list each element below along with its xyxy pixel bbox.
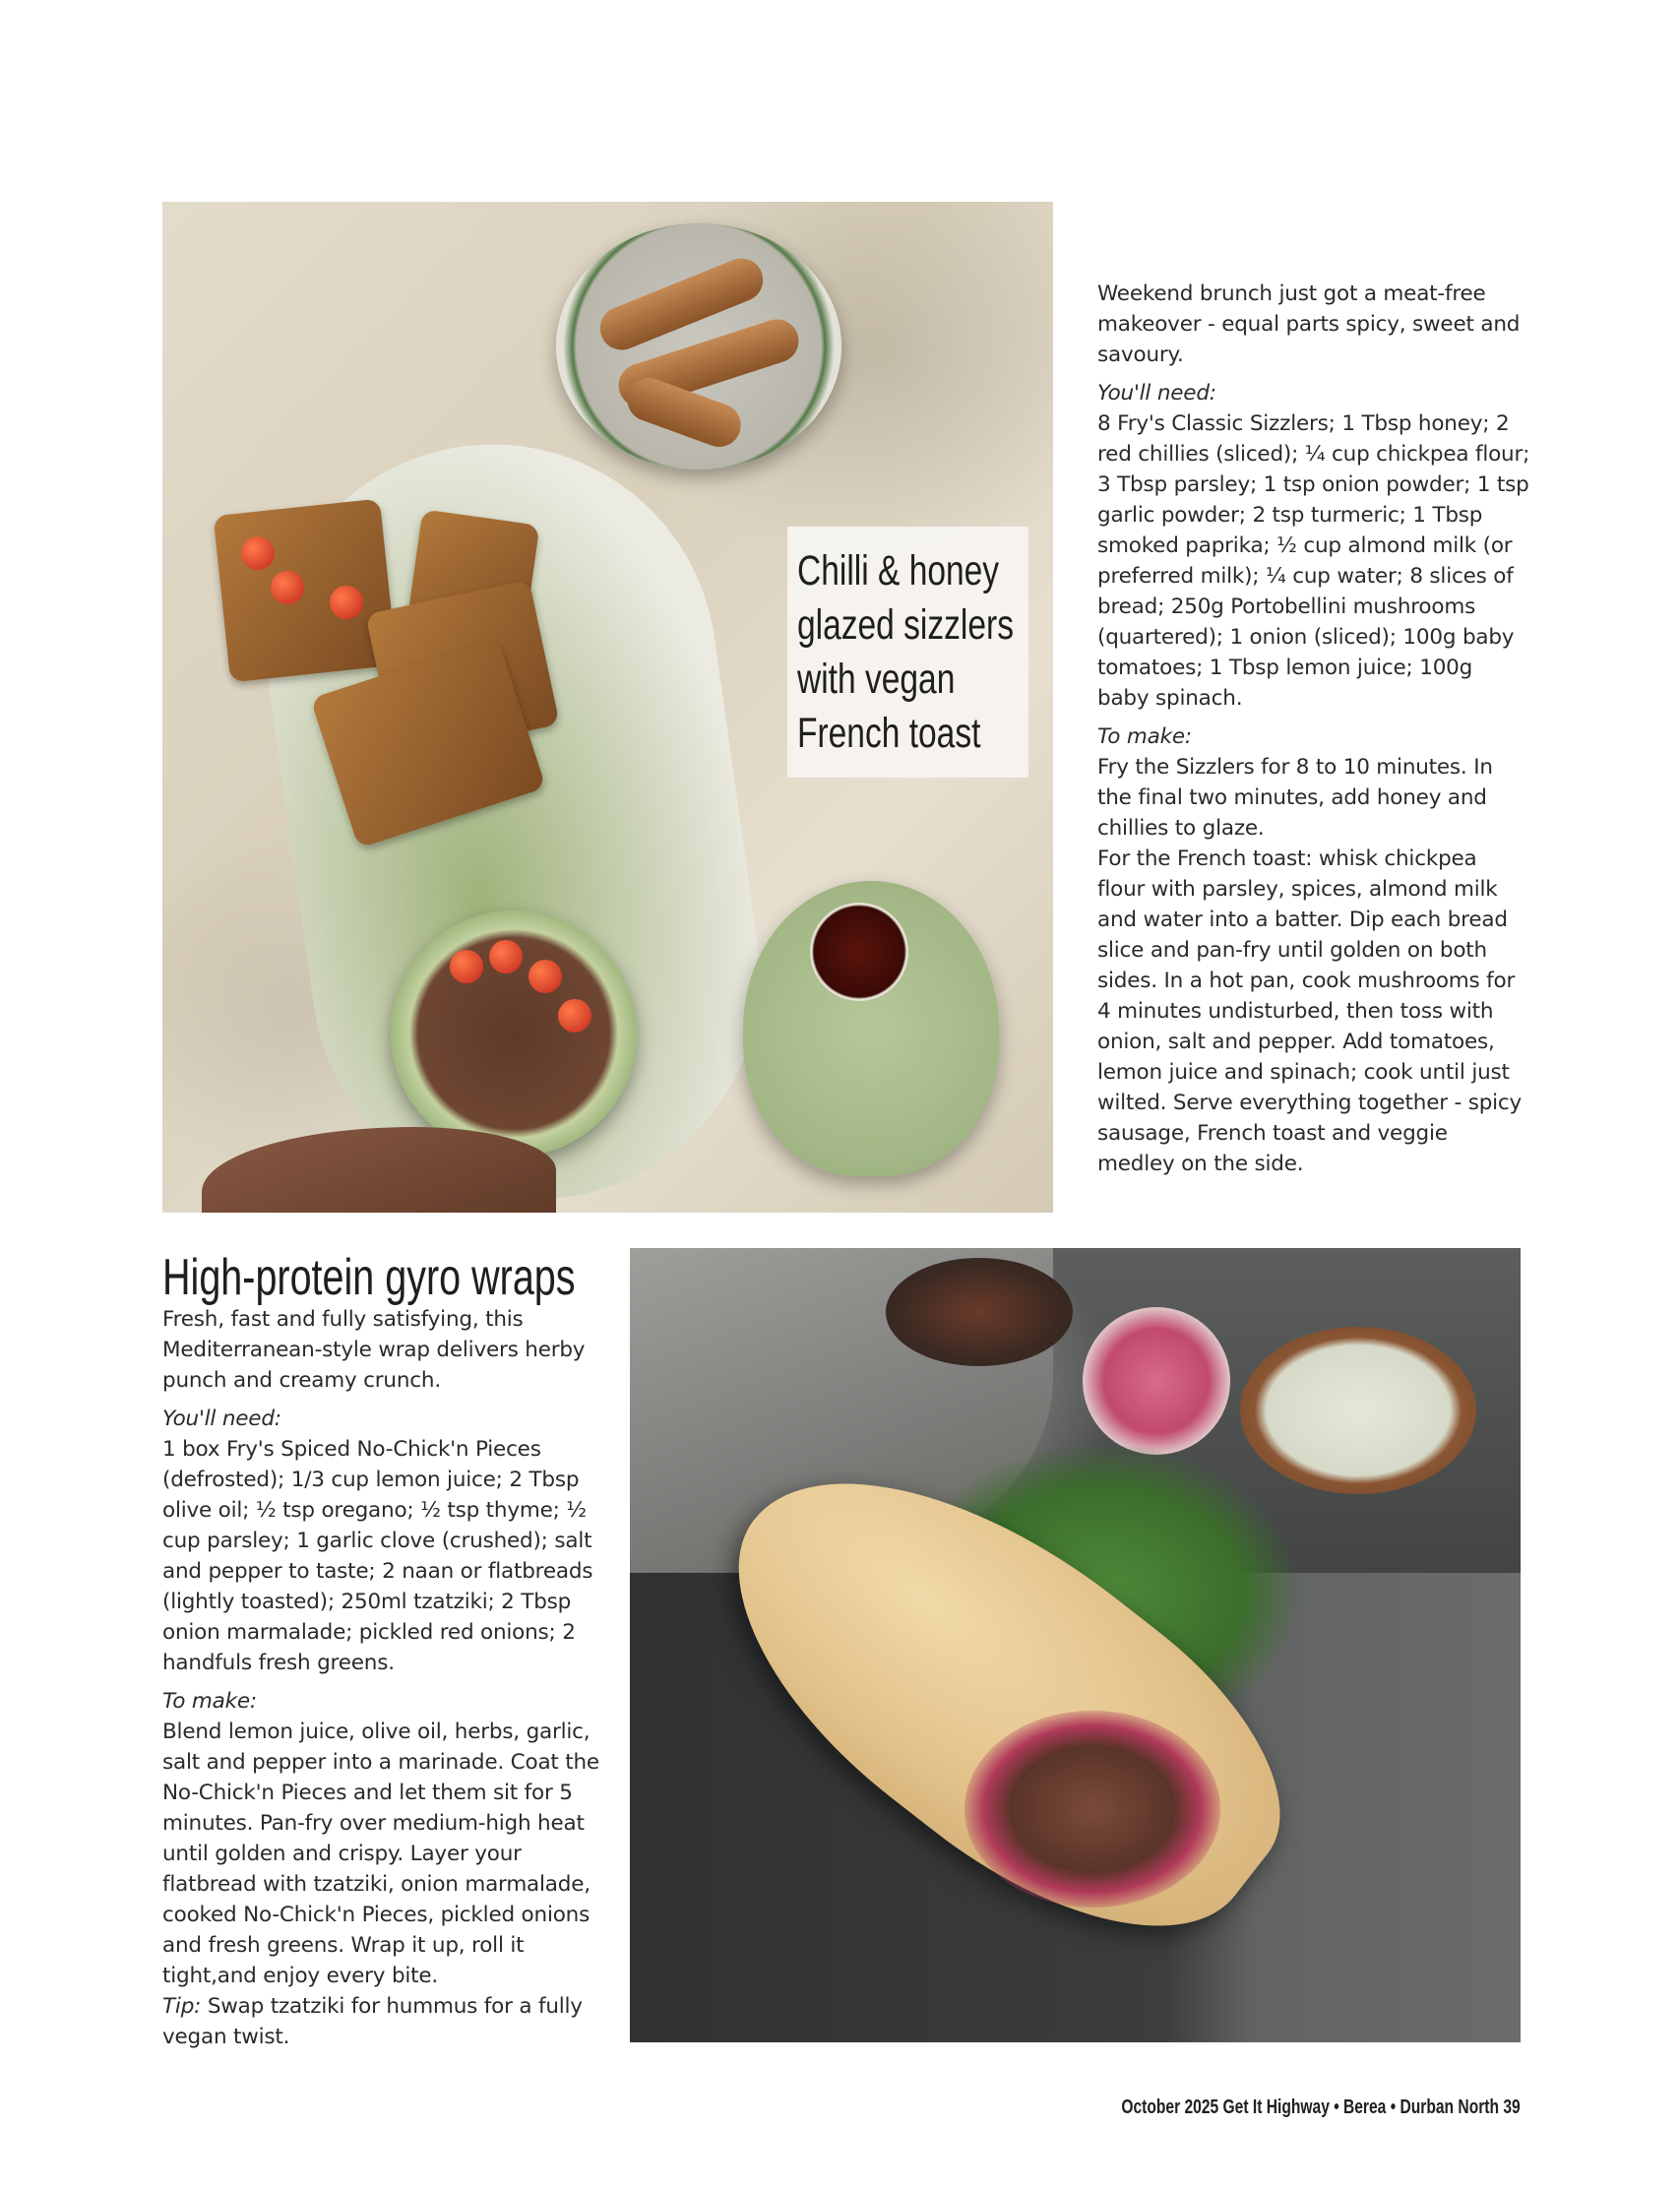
tip-text: Swap tzatziki for hummus for a fully vegan twist. [162, 1994, 583, 2049]
recipe2-ingredients-label: You'll need: [162, 1407, 281, 1431]
recipe2-ingredients: 1 box Fry's Spiced No-Chick'n Pieces (defrosted); 1/3 cup lemon juice; 2 Tbsp olive oil; ½ tsp oregano; ½ tsp thyme; ½ cup parsley; 1 garlic clove (crushed); salt and pepper to taste; 2 naan or flatbreads (lightly toasted); 250ml tzatziki; 2 Tbsp onion marmalade; pickled red onions; 2 handfuls fresh greens. [162, 1437, 593, 1675]
pickled-onion-jar [1083, 1307, 1230, 1455]
recipe1-method-step: For the French toast: whisk chickpea flour with parsley, spices, almond milk and water into a batter. Dip each bread slice and pan-fry until golden on both sides. In a hot pan, cook mushrooms for 4 minutes undisturbed, then toss with onion, salt and pepper. Add tomatoes, lemon juice and spinach; cook until just wilted. Serve everything together - spicy sausage, French toast and veggie medley on the side. [1097, 846, 1523, 1176]
recipe1-ingredients: 8 Fry's Classic Sizzlers; 1 Tbsp honey; 2 red chillies (sliced); ¼ cup chickpea flour; 3 Tbsp parsley; 1 tsp onion powder; 1 tsp garlic powder; 2 tsp turmeric; 1 Tbsp smoked paprika; ½ cup almond milk (or preferred milk); ¼ cup water; 8 slices of bread; 250g Portobellini mushrooms (quartered); 1 onion (sliced); 100g baby tomatoes; 1 Tbsp lemon juice; 100g baby spinach. [1097, 411, 1530, 711]
recipe1-method-label: To make: [1097, 724, 1192, 749]
french-toast-slice [214, 499, 398, 683]
recipe2-photo [630, 1248, 1521, 2042]
recipe1-method-step: Fry the Sizzlers for 8 to 10 minutes. In the final two minutes, add honey and chillies to glaze. [1097, 755, 1493, 841]
tomato [558, 999, 591, 1032]
tip-label: Tip: [162, 1994, 202, 2019]
tomato [450, 950, 483, 983]
title-line: with vegan [797, 656, 956, 703]
mushroom-tomato-bowl [391, 910, 637, 1157]
sausage-bowl [556, 223, 841, 469]
title-line: French toast [797, 710, 981, 757]
tomato [330, 586, 363, 619]
recipe1-title [797, 544, 1027, 761]
page-footer: October 2025 Get It Highway • Berea • Durban North 39 [1121, 2096, 1521, 2118]
tomato [241, 536, 275, 570]
recipe2-title: High-protein gyro wraps [162, 1249, 576, 1306]
hand [202, 1127, 556, 1213]
recipe1-title-box [787, 527, 1028, 778]
tomato [489, 940, 523, 973]
recipe1-text [1097, 279, 1530, 1179]
marmalade-bowl [886, 1258, 1073, 1366]
title-line: Chilli & honey [797, 547, 1000, 594]
recipe2-method-label: To make: [162, 1689, 257, 1714]
recipe2-text [162, 1304, 620, 2052]
recipe1-intro: Weekend brunch just got a meat-free makeover - equal parts spicy, sweet and savoury. [1097, 281, 1521, 367]
title-line: glazed sizzlers [797, 601, 1014, 649]
wrap-filling [964, 1711, 1220, 1908]
recipe2-intro: Fresh, fast and fully satisfying, this Mediterranean-style wrap delivers herby punch and creamy crunch. [162, 1307, 586, 1393]
tomato [271, 571, 304, 604]
recipe1-ingredients-label: You'll need: [1097, 381, 1216, 406]
tzatziki-bowl [1240, 1327, 1476, 1494]
recipe1-photo [162, 202, 1053, 1213]
recipe2-tip [162, 1991, 620, 2052]
recipe2-method: Blend lemon juice, olive oil, herbs, garlic, salt and pepper into a marinade. Coat the No-Chick'n Pieces and let them sit for 5 minutes. Pan-fry over medium-high heat until golden and crispy. Layer your flatbread with tzatziki, onion marmalade, cooked No-Chick'n Pieces, pickled onions and fresh greens. Wrap it up, roll it tight,and enjoy every bite. [162, 1720, 599, 1988]
honey-dip [810, 903, 908, 1001]
tomato [529, 960, 562, 993]
